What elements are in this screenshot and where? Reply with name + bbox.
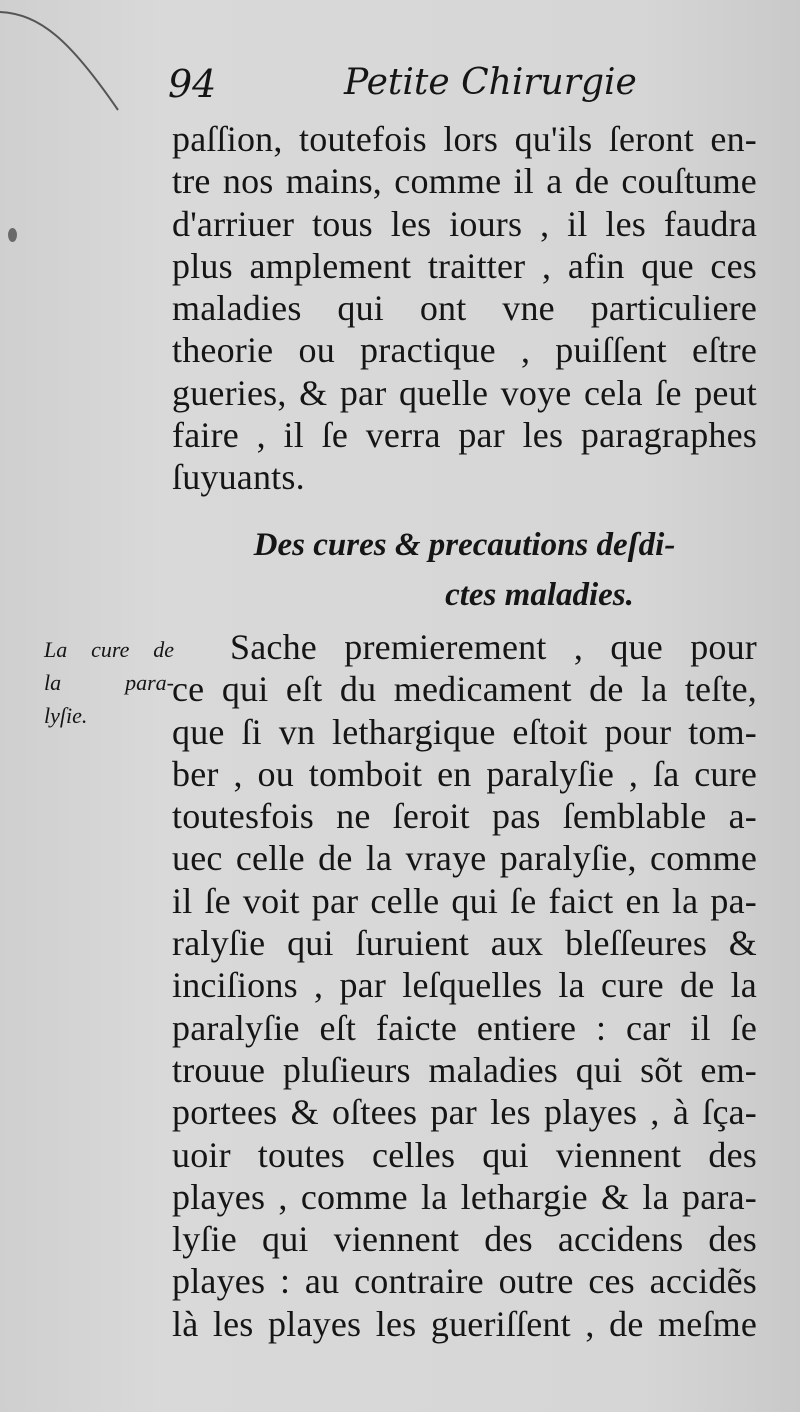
margin-note-line: La cure de: [44, 637, 174, 662]
text-line: playes , comme la lethargie & la para-: [172, 1176, 757, 1217]
text-line: theorie ou practique , puiſſent eſtre: [172, 330, 757, 371]
text-line: portees & oſtees par les playes , à ſça-: [172, 1092, 757, 1133]
text-line: là les playes les gueriſſent , de meſme: [172, 1303, 757, 1344]
text-line: maladies qui ont vne particuliere: [172, 288, 757, 329]
text-line: il ſe voit par celle qui ſe faict en la pa-: [172, 880, 757, 921]
paragraph-2: [172, 626, 757, 1345]
heading-line: Des cures & precautions deſdi-: [253, 527, 676, 563]
text-line: trouue pluſieurs maladies qui sõt em-: [172, 1049, 757, 1090]
text-line: d'arriuer tous les iours , il les faudra: [172, 203, 757, 244]
paragraph-1: [172, 118, 757, 499]
text-line: plus amplement traitter , afin que ces: [172, 245, 757, 286]
text-line: lyſie qui viennent des accidens des: [172, 1219, 757, 1260]
page-number: 94: [168, 62, 217, 106]
running-title: Petite Chirurgie: [344, 62, 637, 103]
text-line: paſſion, toutefois lors qu'ils ſeront en-: [172, 119, 757, 159]
text-line: tre nos mains, comme il a de couſtume: [172, 161, 757, 202]
text-line: playes : au contraire outre ces accidẽs: [172, 1261, 757, 1302]
text-line: ce qui eſt du medicament de la teſte,: [172, 669, 757, 710]
text-line: ralyſie qui ſuruient aux bleſſeures &: [172, 923, 757, 964]
text-line: que ſi vn lethargique eſtoit pour tom-: [172, 711, 757, 752]
margin-note-line: la para-: [44, 670, 174, 695]
margin-note: [44, 633, 174, 732]
text-line: Sache premierement , que pour: [230, 627, 757, 667]
text-line: paralyſie eſt faicte entiere : car il ſe: [172, 1007, 757, 1048]
text-line: uoir toutes celles qui viennent des: [172, 1134, 757, 1175]
text-line: ſuyuants.: [172, 457, 305, 498]
text-line: ber , ou tomboit en paralyſie , ſa cure: [172, 753, 757, 794]
text-line: faire , il ſe verra par les paragraphes: [172, 415, 757, 456]
text-line: uec celle de la vraye paralyſie, comme: [172, 838, 757, 879]
section-heading: [172, 520, 757, 620]
text-line: toutesfois ne ſeroit pas ſemblable a-: [172, 796, 757, 837]
text-line: gueries, & par quelle voye cela ſe peut: [172, 372, 757, 413]
margin-note-line: lyſie.: [44, 703, 88, 728]
page-header: [168, 62, 768, 112]
ink-spot: [8, 228, 17, 242]
page-fold-mark: [0, 0, 130, 120]
heading-line: ctes maladies.: [445, 577, 634, 613]
text-line: inciſions , par leſquelles la cure de la: [172, 965, 757, 1006]
